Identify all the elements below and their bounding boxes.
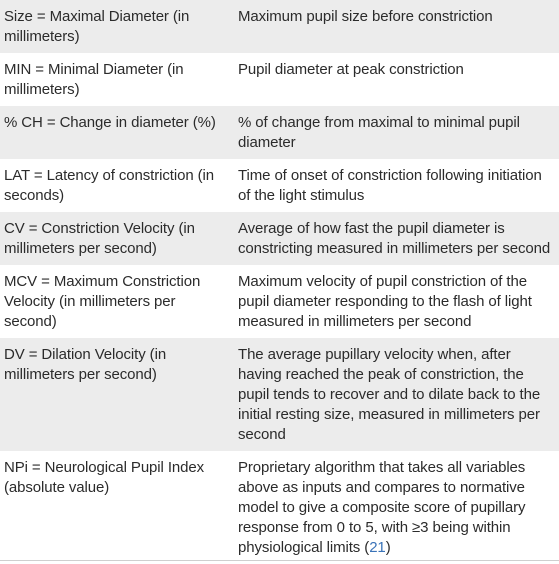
term-cell: CV = Constriction Velocity (in millimeters per second) — [4, 220, 195, 257]
term-cell: DV = Dilation Velocity (in millimeters per second) — [4, 346, 167, 383]
table-row — [0, 0, 559, 53]
table-row — [0, 106, 559, 159]
definition-text: Proprietary algorithm that takes all variables above as inputs and compares to normative model to give a composite score of pupillary response from 0 to 5, with ≥3 being within physiological limits ( — [238, 459, 526, 556]
definition-text-end: ) — [385, 539, 391, 556]
term-cell: NPi = Neurological Pupil Index (absolute value) — [4, 459, 205, 496]
term-cell: % CH = Change in diameter (%) — [4, 114, 216, 131]
definition-cell — [238, 458, 559, 558]
table-row — [0, 212, 559, 265]
definition-cell: Maximum velocity of pupil constriction of the pupil diameter responding to the flash of light measured in millimeters per second — [238, 273, 532, 330]
definition-cell: Time of onset of constriction following initiation of the light stimulus — [238, 167, 542, 204]
term-cell: LAT = Latency of constriction (in seconds) — [4, 167, 215, 204]
definition-cell: Maximum pupil size before constriction — [238, 8, 493, 25]
reference-link[interactable]: 21 — [369, 539, 386, 556]
table-row — [0, 159, 559, 212]
table-row — [0, 338, 559, 451]
table-row — [0, 265, 559, 338]
definition-cell: % of change from maximal to minimal pupil diameter — [238, 114, 520, 151]
term-cell: MCV = Maximum Constriction Velocity (in millimeters per second) — [4, 273, 201, 330]
term-cell: MIN = Minimal Diameter (in millimeters) — [4, 61, 184, 98]
table-row — [0, 53, 559, 106]
definition-cell: Pupil diameter at peak constriction — [238, 61, 464, 78]
term-cell: Size = Maximal Diameter (in millimeters) — [4, 8, 190, 45]
table-row — [0, 451, 559, 564]
definition-cell: The average pupillary velocity when, after having reached the peak of constriction, the pupil tends to recover and to dilate back to the initial resting size, measured in millimeters per second — [238, 346, 541, 443]
definition-cell: Average of how fast the pupil diameter is constricting measured in millimeters per second — [238, 220, 551, 257]
